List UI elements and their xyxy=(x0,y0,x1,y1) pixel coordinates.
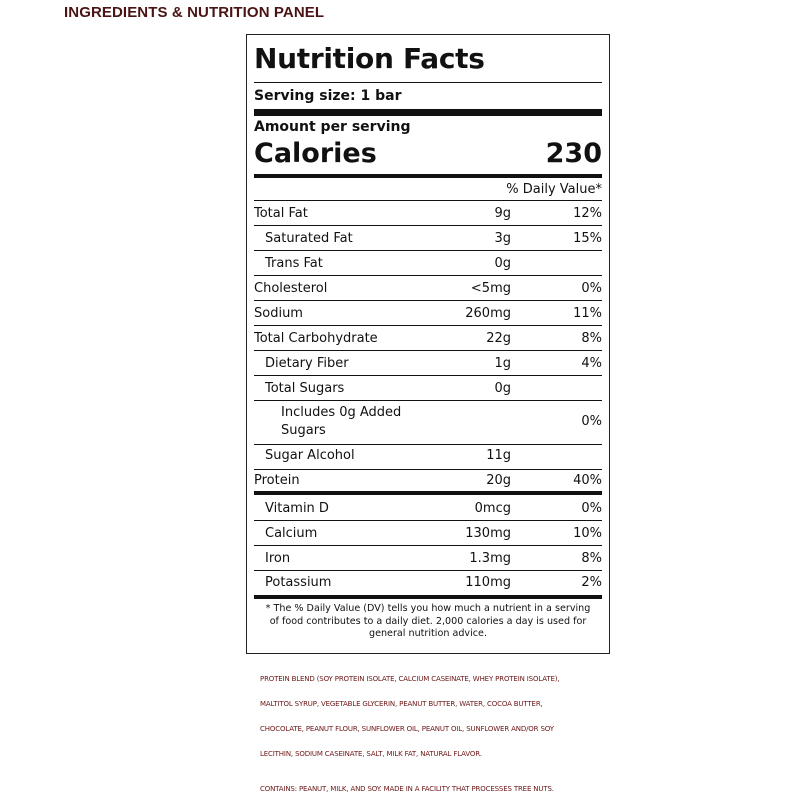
nutrient-name: Saturated Fat xyxy=(265,231,353,246)
vitamin-amount: 0mcg xyxy=(474,501,511,516)
divider xyxy=(254,225,602,226)
nutrient-amount: <5mg xyxy=(470,281,511,296)
nutrient-name: Total Fat xyxy=(254,206,308,221)
nutrient-name: Total Sugars xyxy=(265,381,345,396)
nutrient-name: Includes 0g Added xyxy=(281,405,402,420)
divider xyxy=(254,82,602,83)
nutrition-facts-panel xyxy=(246,34,610,654)
nutrient-name: Trans Fat xyxy=(265,256,323,271)
divider xyxy=(254,275,602,276)
nutrient-amount: 9g xyxy=(494,206,511,221)
nutrient-name: Dietary Fiber xyxy=(265,356,349,371)
footnote-line: of food contributes to a daily diet. 2,000 calories a day is used for xyxy=(269,615,587,627)
nutrient-name: Sugar Alcohol xyxy=(265,448,355,463)
vitamin-name: Vitamin D xyxy=(265,501,329,516)
thick-divider xyxy=(254,595,602,599)
serving-size: Serving size: 1 bar xyxy=(254,88,402,104)
thick-divider xyxy=(254,109,602,116)
ingredients-line: CHOCOLATE, PEANUT FLOUR, SUNFLOWER OIL, PEANUT OIL, SUNFLOWER AND/OR SOY xyxy=(260,725,554,733)
amount-per-serving: Amount per serving xyxy=(254,119,411,135)
nutrient-name: Total Carbohydrate xyxy=(254,331,378,346)
nutrient-amount: 1g xyxy=(494,356,511,371)
section-heading: INGREDIENTS & NUTRITION PANEL xyxy=(64,4,325,21)
divider xyxy=(254,325,602,326)
nutrient-amount: 0g xyxy=(494,256,511,271)
divider xyxy=(254,570,602,571)
divider xyxy=(254,545,602,546)
nutrient-dv: 40% xyxy=(573,473,602,488)
nutrient-name-continued: Sugars xyxy=(281,423,326,438)
vitamin-dv: 2% xyxy=(581,575,602,590)
daily-value-header: % Daily Value* xyxy=(506,182,602,197)
footnote-line: general nutrition advice. xyxy=(368,628,487,639)
nutrient-amount: 260mg xyxy=(465,306,511,321)
vitamin-amount: 130mg xyxy=(465,526,511,541)
nutrient-amount: 0g xyxy=(494,381,511,396)
nutrient-row-added-sugars xyxy=(254,404,602,442)
vitamin-dv: 0% xyxy=(581,501,602,516)
nutrient-dv: 0% xyxy=(581,414,602,429)
nutrient-dv: 8% xyxy=(581,331,602,346)
nutrient-amount: 20g xyxy=(486,473,511,488)
ingredients-line: MALTITOL SYRUP, VEGETABLE GLYCERIN, PEANUT BUTTER, WATER, COCOA BUTTER, xyxy=(260,700,543,708)
nutrient-name: Sodium xyxy=(254,306,303,321)
vitamin-name: Iron xyxy=(265,551,291,566)
thick-divider xyxy=(254,491,602,495)
divider xyxy=(254,444,602,445)
nutrient-dv: 0% xyxy=(581,281,602,296)
divider xyxy=(254,200,602,201)
divider xyxy=(254,300,602,301)
nutrient-name: Cholesterol xyxy=(254,281,328,296)
thick-divider xyxy=(254,174,602,178)
nutrient-amount: 3g xyxy=(494,231,511,246)
vitamin-dv: 8% xyxy=(581,551,602,566)
ingredients-line: LECITHIN, SODIUM CASEINATE, SALT, MILK FAT, NATURAL FLAVOR. xyxy=(260,750,482,758)
daily-value-footnote xyxy=(264,603,592,641)
vitamin-amount: 1.3mg xyxy=(469,551,511,566)
nutrient-name: Protein xyxy=(254,473,300,488)
nutrient-amount: 22g xyxy=(486,331,511,346)
nutrient-amount: 11g xyxy=(486,448,511,463)
vitamin-name: Potassium xyxy=(265,575,332,590)
calories-label: Calories xyxy=(254,138,377,169)
nutrient-dv: 15% xyxy=(573,231,602,246)
nutrient-dv: 11% xyxy=(573,306,602,321)
vitamin-name: Calcium xyxy=(265,526,318,541)
allergen-statement: CONTAINS: PEANUT, MILK, AND SOY. MADE IN A FACILITY THAT PROCESSES TREE NUTS. xyxy=(260,785,554,793)
divider xyxy=(254,250,602,251)
vitamin-amount: 110mg xyxy=(465,575,511,590)
calories-value: 230 xyxy=(545,138,602,169)
divider xyxy=(254,469,602,470)
nutrient-dv: 4% xyxy=(581,356,602,371)
divider xyxy=(254,400,602,401)
vitamin-dv: 10% xyxy=(573,526,602,541)
divider xyxy=(254,350,602,351)
footnote-line: * The % Daily Value (DV) tells you how much a nutrient in a serving xyxy=(265,603,591,614)
ingredients-line: PROTEIN BLEND (SOY PROTEIN ISOLATE, CALCIUM CASEINATE, WHEY PROTEIN ISOLATE), xyxy=(260,675,560,683)
panel-title: Nutrition Facts xyxy=(254,42,485,75)
divider xyxy=(254,520,602,521)
divider xyxy=(254,375,602,376)
nutrient-dv: 12% xyxy=(573,206,602,221)
